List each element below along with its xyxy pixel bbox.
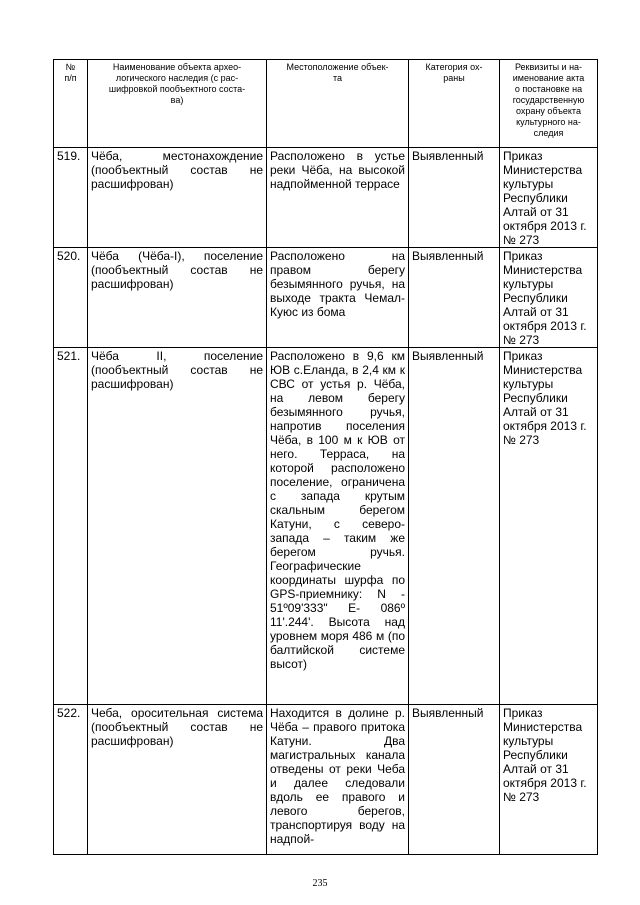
header-act-details: Реквизиты и на- именование акта о постановке на государственную охрану объекта культурного на- следия xyxy=(500,60,598,148)
table-row xyxy=(54,148,598,248)
row-number: 521. xyxy=(54,348,88,705)
header-number: № п/п xyxy=(54,60,88,148)
object-name: Чёба, местонахождение (пообъектный состав не расшифрован) xyxy=(88,148,267,248)
act-details: Приказ Министерства культуры Республики Алтай от 31 октября 2013 г. № 273 xyxy=(500,148,598,248)
table-row xyxy=(54,705,598,855)
row-number: 519. xyxy=(54,148,88,248)
heritage-register-table xyxy=(53,59,598,855)
header-category: Категория ох- раны xyxy=(409,60,500,148)
row-number: 522. xyxy=(54,705,88,855)
object-location: Расположено на правом берегу безымянного ручья, на выходе тракта Чемал-Куюс из бома xyxy=(267,248,409,348)
object-location: Находится в долине р. Чёба – правого притока Катуни. Два магистральных канала отведены от реки Чеба и далее следовали вдоль ее правого и левого берегов, транспортируя воду на надпой- xyxy=(267,705,409,855)
page-number: 235 xyxy=(312,878,328,889)
header-object-name: Наименование объекта архео- логического наследия (с рас- шифровкой пообъектного соста- ва) xyxy=(88,60,267,148)
table-row xyxy=(54,348,598,705)
act-details: Приказ Министерства культуры Республики Алтай от 31 октября 2013 г. № 273 xyxy=(500,705,598,855)
table-row xyxy=(54,248,598,348)
object-name: Чеба, оросительная система (пообъектный состав не расшифрован) xyxy=(88,705,267,855)
act-details: Приказ Министерства культуры Республики Алтай от 31 октября 2013 г. № 273 xyxy=(500,248,598,348)
protection-category: Выявленный xyxy=(409,148,500,248)
object-location: Расположено в 9,6 км ЮВ с.Еланда, в 2,4 км к СВС от устья р. Чёба, на левом берегу безымянного ручья, напротив поселения Чёба, в 100 м к ЮВ от него. Терраса, на которой расположено поселение, ограничена с запада крутым скальным берегом Катуни, с северо-запада – таким же берегом ручья. Географические координаты шурфа по GPS-приемнику: N - 51º09'333" E- 086º 11'.244'. Высота над уровнем моря 486 м (по балтийской системе высот) xyxy=(267,348,409,705)
protection-category: Выявленный xyxy=(409,705,500,855)
header-row xyxy=(54,60,598,148)
object-name: Чёба (Чёба-I), поселение (пообъектный состав не расшифрован) xyxy=(88,248,267,348)
header-location: Местоположение объек- та xyxy=(267,60,409,148)
row-number: 520. xyxy=(54,248,88,348)
object-location: Расположено в устье реки Чёба, на высокой надпойменной террасе xyxy=(267,148,409,248)
act-details: Приказ Министерства культуры Республики Алтай от 31 октября 2013 г. № 273 xyxy=(500,348,598,705)
protection-category: Выявленный xyxy=(409,348,500,705)
object-name: Чёба II, поселение (пообъектный состав не расшифрован) xyxy=(88,348,267,705)
protection-category: Выявленный xyxy=(409,248,500,348)
